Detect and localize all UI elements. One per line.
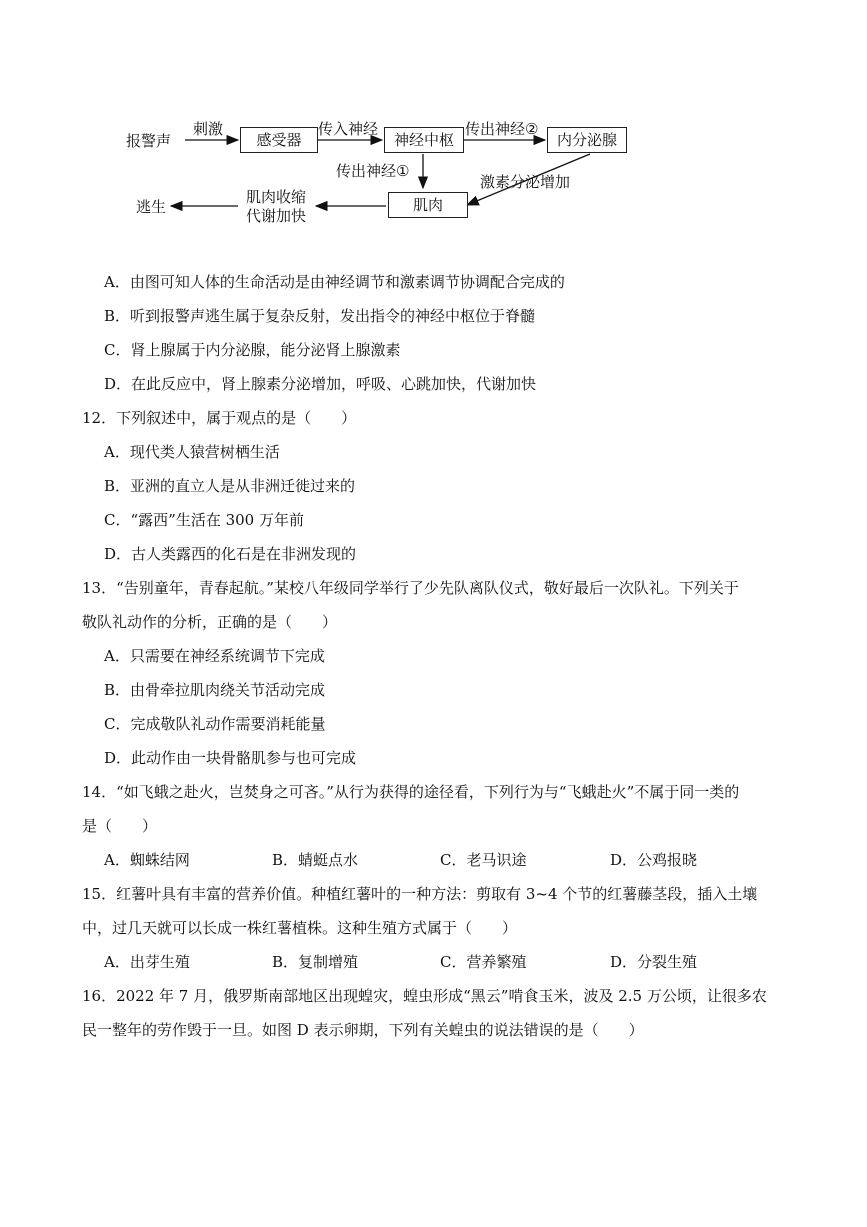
q11-option-c: C．肾上腺属于内分泌腺，能分泌肾上腺激素: [104, 341, 401, 359]
q13-stem-line-2: 敬队礼动作的分析，正确的是（ ）: [82, 613, 338, 631]
node-alarm: 报警声: [126, 132, 172, 150]
edge-label-hormone: 激素分泌增加: [480, 173, 571, 191]
q16-stem-line-1: 16．2022 年 7 月，俄罗斯南部地区出现蝗灾，蝗虫形成“黑云”啃食玉米，波及 2.5 万公顷，让很多农: [82, 987, 767, 1005]
node-muscle: 肌肉: [388, 192, 468, 218]
edge-label-afferent: 传入神经: [318, 120, 379, 138]
q15-option-b: B．复制增殖: [272, 953, 359, 971]
q15-option-c: C．营养繁殖: [440, 953, 527, 971]
q12-option-c: C．“露西”生活在 300 万年前: [104, 511, 304, 529]
edge-label-efferent1: 传出神经①: [336, 162, 410, 180]
edge-label-stimulus: 刺激: [193, 120, 224, 138]
q16-stem-line-2: 民一整年的劳作毁于一旦。如图 D 表示卵期，下列有关蝗虫的说法错误的是（ ）: [82, 1021, 644, 1039]
edge-label-efferent2: 传出神经②: [465, 120, 539, 138]
node-center: 神经中枢: [384, 127, 464, 153]
node-muscle-effect-2: 代谢加快: [246, 207, 307, 225]
q12-option-a: A．现代类人猿营树栖生活: [104, 443, 280, 461]
q12-stem: 12．下列叙述中，属于观点的是（ ）: [82, 409, 357, 427]
q15-option-d: D．分裂生殖: [610, 953, 698, 971]
q15-stem-line-2: 中，过几天就可以长成一株红薯植株。这种生殖方式属于（ ）: [82, 919, 518, 937]
node-gland: 内分泌腺: [547, 127, 627, 153]
q13-option-c: C．完成敬队礼动作需要消耗能量: [104, 715, 326, 733]
q14-stem-line-1: 14．“如飞蛾之赴火，岂焚身之可吝。”从行为获得的途径看，下列行为与“飞蛾赴火”不属于同一类的: [82, 783, 740, 801]
q13-option-b: B．由骨牵拉肌肉绕关节活动完成: [104, 681, 326, 699]
q14-option-a: A．蜘蛛结网: [104, 851, 190, 869]
q15-option-a: A．出芽生殖: [104, 953, 190, 971]
reflex-flow-diagram: [0, 0, 867, 240]
q14-stem-line-2: 是（ ）: [82, 817, 158, 835]
q15-stem-line-1: 15．红薯叶具有丰富的营养价值。种植红薯叶的一种方法：剪取有 3~4 个节的红薯藤茎段，插入土壤: [82, 885, 758, 903]
node-escape: 逃生: [136, 198, 167, 216]
q13-option-d: D．此动作由一块骨骼肌参与也可完成: [104, 749, 357, 767]
node-receptor: 感受器: [240, 127, 318, 153]
q13-stem-line-1: 13．“告别童年，青春起航。”某校八年级同学举行了少先队离队仪式，敬好最后一次队礼。下列关于: [82, 579, 739, 597]
q13-option-a: A．只需要在神经系统调节下完成: [104, 647, 325, 665]
q14-option-d: D．公鸡报晓: [610, 851, 698, 869]
q11-option-d: D．在此反应中，肾上腺素分泌增加，呼吸、心跳加快，代谢加快: [104, 375, 537, 393]
q12-option-d: D．古人类露西的化石是在非洲发现的: [104, 545, 357, 563]
node-muscle-effect-1: 肌肉收缩: [246, 188, 307, 206]
q12-option-b: B．亚洲的直立人是从非洲迁徙过来的: [104, 477, 356, 495]
q11-option-b: B．听到报警声逃生属于复杂反射，发出指令的神经中枢位于脊髓: [104, 307, 536, 325]
q11-option-a: A．由图可知人体的生命活动是由神经调节和激素调节协调配合完成的: [104, 273, 565, 291]
q14-option-c: C．老马识途: [440, 851, 527, 869]
q14-option-b: B．蜻蜓点水: [272, 851, 359, 869]
